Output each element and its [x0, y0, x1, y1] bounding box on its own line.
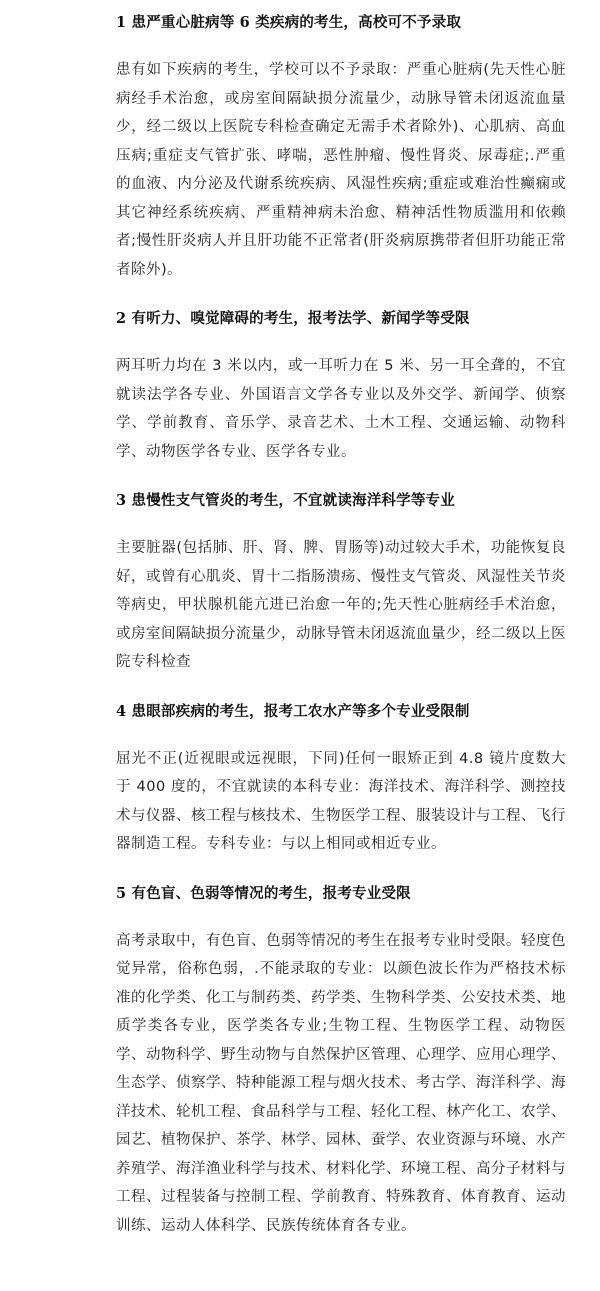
section-1-heading: 1 患严重心脏病等 6 类疾病的考生，高校可不予录取	[116, 14, 462, 31]
section-5-heading: 5 有色盲、色弱等情况的考生，报考专业受限	[116, 884, 411, 902]
section-3-heading: 3 患慢性支气管炎的考生，不宜就读海洋科学等专业	[116, 492, 455, 509]
section-1-body: 患有如下疾病的考生，学校可以不予录取：严重心脏病(先天性心脏病经手术治愈，或房室间隔缺损分流量少，动脉导管未闭返流血量少，经二级以上医院专科检查确定无需手术者除外)、心肌病、高血压病;重症支气管扩张、哮喘，恶性肿瘤、慢性肾炎、尿毒症;.严重的血液、内分泌及代谢系统疾病、风湿性疾病;重症或难治性癫痫或其它神经系统疾病、严重精神病未治愈、精神活性物质滥用和依赖者;慢性肝炎病人并且肝功能不正常者(肝炎病原携带者但肝功能正常者除外)。	[116, 62, 566, 278]
section-2-heading: 2 有听力、嗅觉障碍的考生，报考法学、新闻学等受限	[116, 310, 470, 327]
section-4-heading: 4 患眼部疾病的考生，报考工农水产等多个专业受限制	[116, 702, 470, 720]
section-3-body: 主要脏器(包括肺、肝、肾、脾、胃肠等)动过较大手术，功能恢复良好，或曾有心肌炎、胃十二指肠溃疡、慢性支气管炎、风湿性关节炎等病史，甲状腺机能亢进已治愈一年的;先天性心脏病经手术治愈，或房室间隔缺损分流量少，动脉导管未闭返流血量少，经二级以上医院专科检查	[116, 540, 566, 670]
section-4-body: 屈光不正(近视眼或远视眼，下同)任何一眼矫正到 4.8 镜片度数大于 400 度的，不宜就读的本科专业：海洋技术、海洋科学、测控技术与仪器、核工程与核技术、生物医学工程、服装设计与工程、飞行器制造工程。专科专业：与以上相同或相近专业。	[116, 750, 566, 852]
section-5-body: 高考录取中，有色盲、色弱等情况的考生在报考专业时受限。轻度色觉异常，俗称色弱，.不能录取的专业：以颜色波长作为严格技术标准的化学类、化工与制药类、药学类、生物科学类、公安技术类、地质学类各专业，医学类各专业;生物工程、生物医学工程、动物医学、动物科学、野生动物与自然保护区管理、心理学、应用心理学、生态学、侦察学、特种能源工程与烟火技术、考古学、海洋科学、海洋技术、轮机工程、食品科学与工程、轻化工程、林产化工、农学、园艺、植物保护、茶学、林学、园林、蚕学、农业资源与环境、水产养殖学、海洋渔业科学与技术、材料化学、环境工程、高分子材料与工程、过程装备与控制工程、学前教育、特殊教育、体育教育、运动训练、运动人体科学、民族传统体育各专业。	[116, 932, 566, 1234]
section-2-body: 两耳听力均在 3 米以内，或一耳听力在 5 米、另一耳全聋的，不宜就读法学各专业、外国语言文学各专业以及外交学、新闻学、侦察学、学前教育、音乐学、录音艺术、土木工程、交通运输、动物科学、动物医学各专业、医学各专业。	[116, 358, 566, 460]
